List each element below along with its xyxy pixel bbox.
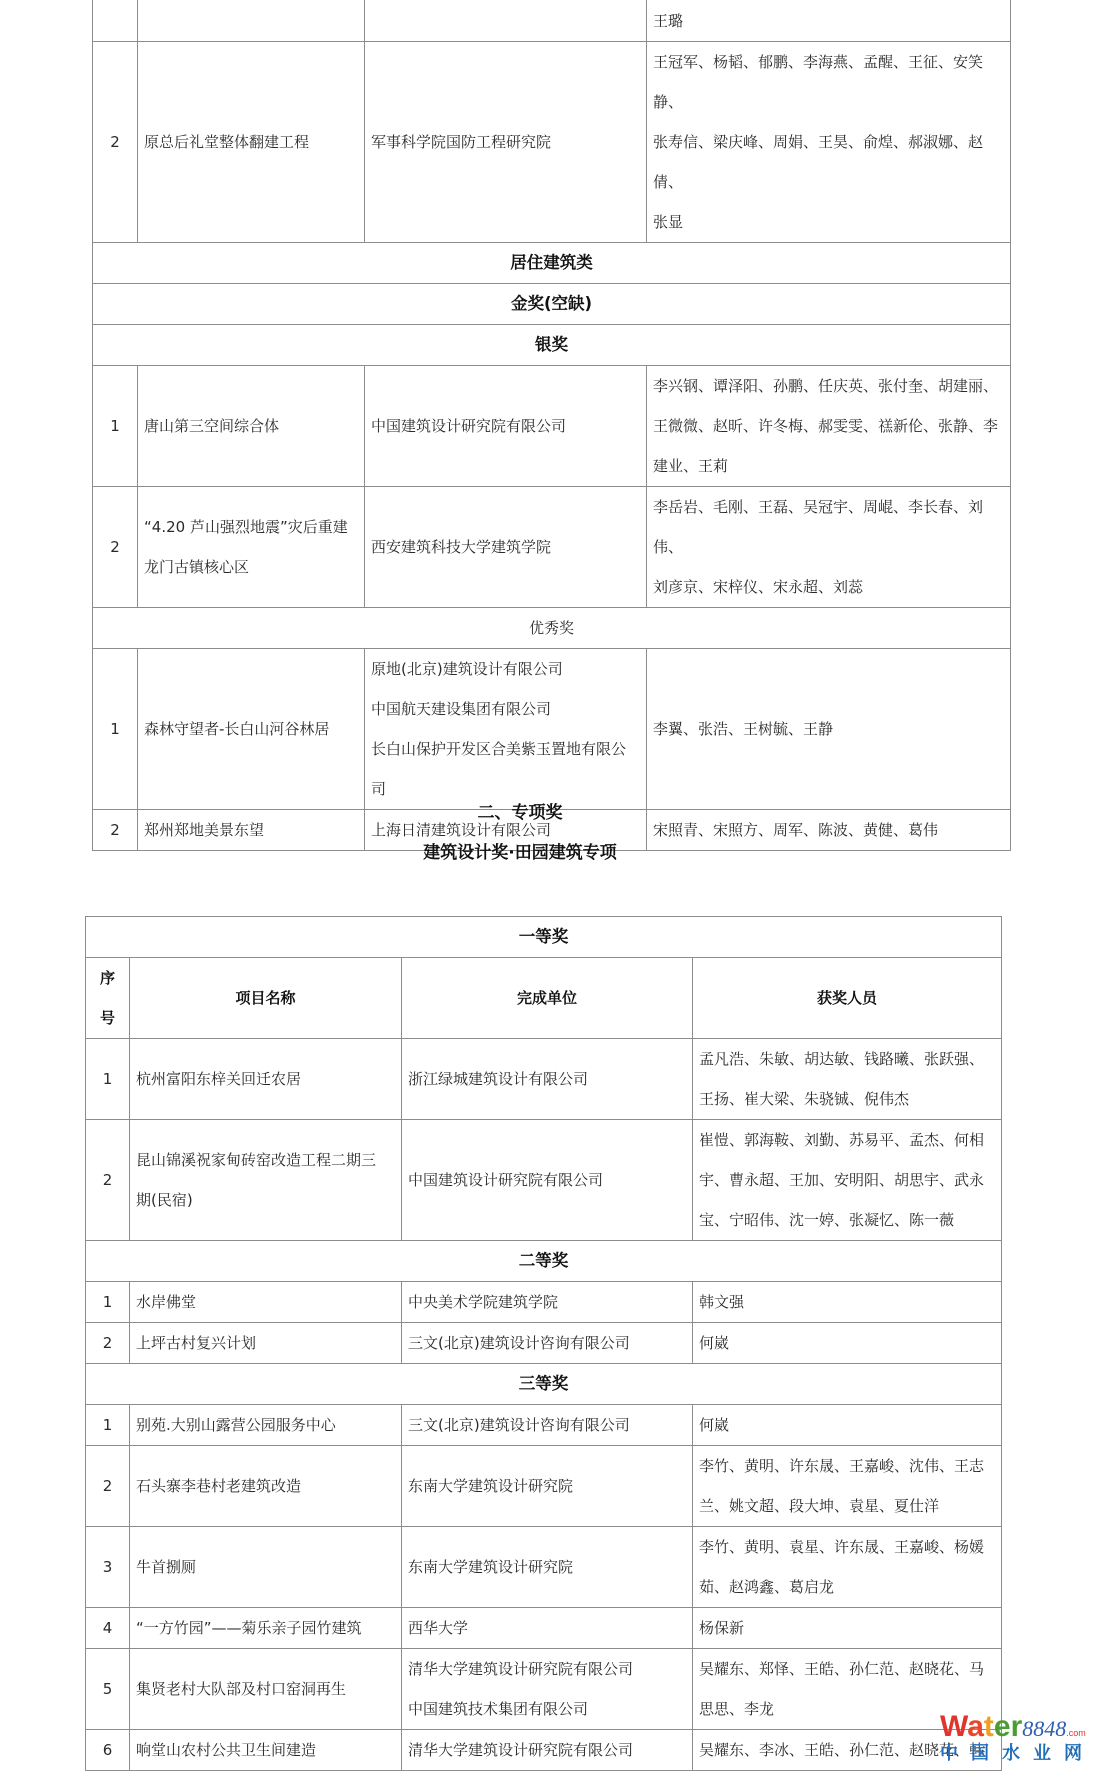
project-name-cell-line: 集贤老村大队部及村口窑洞再生	[136, 1680, 347, 1698]
awardees-cell-line: 兰、姚文超、段大坤、袁星、夏仕洋	[699, 1497, 940, 1515]
row-number: 1	[93, 366, 138, 487]
awardees-cell-line: 思思、李龙	[699, 1700, 775, 1718]
award-level-row	[86, 1241, 1002, 1282]
column-header-project: 项目名称	[130, 958, 402, 1039]
organization-cell	[365, 487, 647, 608]
award-level-row	[93, 325, 1011, 366]
watermark-logo	[940, 1710, 1095, 1772]
organization-cell-line	[371, 0, 640, 1]
organization-cell-line: 中国建筑技术集团有限公司	[408, 1700, 589, 1718]
project-name-cell-line: 牛首捌厕	[136, 1558, 197, 1576]
organization-cell-line: 司	[371, 780, 387, 798]
organization-cell	[365, 649, 647, 810]
project-name-cell-line: 上坪古村复兴计划	[136, 1334, 257, 1352]
organization-cell-line: 中央美术学院建筑学院	[408, 1293, 559, 1311]
awardees-cell-line: 崔愷、郭海鞍、刘勤、苏易平、孟杰、何相	[699, 1131, 985, 1149]
organization-cell-line: 东南大学建筑设计研究院	[408, 1558, 574, 1576]
organization-cell-line: 原地(北京)建筑设计有限公司	[371, 660, 563, 678]
organization-cell	[365, 366, 647, 487]
project-name-cell	[130, 1527, 402, 1608]
table-row	[93, 366, 1011, 487]
project-name-cell-line: 响堂山农村公共卫生间建造	[136, 1741, 317, 1759]
project-name-cell	[130, 1039, 402, 1120]
project-name-cell-line: 水岸佛堂	[136, 1293, 197, 1311]
award-table-rural-architecture	[85, 916, 1002, 1771]
awardees-cell-line: 杨保新	[699, 1619, 745, 1637]
table-row	[93, 649, 1011, 810]
awardees-cell-line: 李翼、张浩、王树毓、王静	[653, 720, 834, 738]
project-name-cell	[130, 1730, 402, 1771]
awardees-cell	[647, 366, 1011, 487]
watermark-letter: t	[983, 1710, 994, 1743]
organization-cell-line: 清华大学建筑设计研究院有限公司	[408, 1660, 634, 1678]
organization-cell	[402, 1730, 693, 1771]
watermark-letter: r	[1010, 1710, 1023, 1743]
table-row	[86, 1527, 1002, 1608]
table-header-row	[86, 958, 1002, 1039]
project-name-cell	[130, 1282, 402, 1323]
project-name-cell	[138, 487, 365, 608]
award-level-label: 居住建筑类	[93, 243, 1011, 284]
watermark-letter: W	[940, 1710, 968, 1743]
row-number: 2	[93, 42, 138, 243]
project-name-cell	[130, 1405, 402, 1446]
awardees-cell-line: 宝、宁昭伟、沈一婷、张凝忆、陈一薇	[699, 1211, 955, 1229]
award-level-label: 一等奖	[86, 917, 1002, 958]
organization-cell-line: 西安建筑科技大学建筑学院	[371, 538, 552, 556]
award-level-label: 三等奖	[86, 1364, 1002, 1405]
column-header-number	[86, 958, 130, 1039]
table-row	[86, 1282, 1002, 1323]
row-number: 6	[86, 1730, 130, 1771]
project-name-cell-line: “4.20 芦山强烈地震”灾后重建	[144, 518, 348, 536]
awardees-cell-line: 王璐	[653, 12, 684, 30]
table-row	[86, 1608, 1002, 1649]
project-name-cell-line: 昆山锦溪祝家甸砖窑改造工程二期三	[136, 1151, 377, 1169]
watermark-subtitle: 中国水业网	[940, 1743, 1095, 1764]
awardees-cell-line: 王冠军、杨韬、郁鹏、李海燕、孟醒、王征、安笑静、	[653, 53, 984, 111]
organization-cell	[402, 1608, 693, 1649]
watermark-number: 8848	[1022, 1716, 1067, 1741]
organization-cell-line: 西华大学	[408, 1619, 469, 1637]
project-name-cell-line: 别苑.大别山露营公园服务中心	[136, 1416, 336, 1434]
row-number: 2	[86, 1120, 130, 1241]
awardees-cell	[693, 1527, 1002, 1608]
project-name-cell-line: 石头寨李巷村老建筑改造	[136, 1477, 302, 1495]
table-row	[93, 487, 1011, 608]
award-level-label: 金奖(空缺)	[93, 284, 1011, 325]
awardees-cell-line: 韩文强	[699, 1293, 745, 1311]
awardees-cell	[693, 1282, 1002, 1323]
table-row	[86, 1039, 1002, 1120]
project-name-cell-line: 唐山第三空间综合体	[144, 417, 280, 435]
watermark-letter: e	[993, 1710, 1011, 1743]
row-number: 5	[86, 1649, 130, 1730]
awardees-cell	[647, 0, 1011, 42]
organization-cell-line: 长白山保护开发区合美紫玉置地有限公	[371, 740, 627, 758]
awardees-cell-line: 王微微、赵昕、许冬梅、郝雯雯、禚新伦、张静、李	[653, 417, 999, 435]
organization-cell-line: 中国建筑设计研究院有限公司	[371, 417, 567, 435]
awardees-cell-line: 张寿信、梁庆峰、周娟、王昊、俞煌、郝淑娜、赵倩、	[653, 133, 984, 191]
organization-cell	[365, 0, 647, 42]
row-number: 2	[93, 810, 138, 851]
awardees-cell-line: 刘彦京、宋梓仪、宋永超、刘蕊	[653, 578, 864, 596]
organization-cell-line: 中国航天建设集团有限公司	[371, 700, 552, 718]
awardees-cell-line: 吴耀东、郑怿、王皓、孙仁范、赵晓花、马	[699, 1660, 985, 1678]
subsection-heading: 建筑设计奖·田园建筑专项	[423, 843, 617, 863]
row-number: 4	[86, 1608, 130, 1649]
organization-cell-line: 上海日清建筑设计有限公司	[371, 821, 552, 839]
award-level-label: 优秀奖	[93, 608, 1011, 649]
organization-cell	[365, 42, 647, 243]
awardees-cell-line: 李兴钢、谭泽阳、孙鹏、任庆英、张付奎、胡建丽、	[653, 377, 999, 395]
table-row	[86, 1120, 1002, 1241]
awardees-cell-line: 建业、王莉	[653, 457, 729, 475]
organization-cell-line: 清华大学建筑设计研究院有限公司	[408, 1741, 634, 1759]
project-name-cell-line: 森林守望者-长白山河谷林居	[144, 720, 330, 738]
awardees-cell-line: 何崴	[699, 1416, 730, 1434]
organization-cell	[402, 1649, 693, 1730]
organization-cell-line: 三文(北京)建筑设计咨询有限公司	[408, 1416, 630, 1434]
row-number: 1	[86, 1282, 130, 1323]
row-number: 3	[86, 1527, 130, 1608]
row-number: 2	[93, 487, 138, 608]
awardees-cell-line: 李岳岩、毛刚、王磊、吴冠宇、周崐、李长春、刘伟、	[653, 498, 984, 556]
row-number: 1	[86, 1405, 130, 1446]
table-row	[86, 1730, 1002, 1771]
table-row	[86, 1446, 1002, 1527]
organization-cell-line: 军事科学院国防工程研究院	[371, 133, 552, 151]
watermark-tld: .com	[1066, 1728, 1086, 1738]
organization-cell	[402, 1527, 693, 1608]
table-row	[93, 0, 1011, 42]
award-level-row	[86, 1364, 1002, 1405]
awardees-cell-line: 王扬、崔大梁、朱骁铖、倪伟杰	[699, 1090, 910, 1108]
award-level-label: 二等奖	[86, 1241, 1002, 1282]
table-row	[86, 1649, 1002, 1730]
awardees-cell	[647, 649, 1011, 810]
row-number: 2	[86, 1323, 130, 1364]
project-name-cell	[130, 1323, 402, 1364]
organization-cell-line: 浙江绿城建筑设计有限公司	[408, 1070, 589, 1088]
project-name-cell-line: 期(民宿)	[136, 1191, 193, 1209]
organization-cell	[402, 1405, 693, 1446]
awardees-cell	[693, 1039, 1002, 1120]
table-row	[86, 1323, 1002, 1364]
row-number: 2	[86, 1446, 130, 1527]
awardees-cell	[693, 1608, 1002, 1649]
project-name-cell-line	[144, 0, 358, 1]
organization-cell-line: 中国建筑设计研究院有限公司	[408, 1171, 604, 1189]
organization-cell-line: 三文(北京)建筑设计咨询有限公司	[408, 1334, 630, 1352]
column-header-number-line: 号	[99, 1009, 115, 1027]
organization-cell	[402, 1120, 693, 1241]
column-header-people: 获奖人员	[693, 958, 1002, 1039]
awardees-cell	[647, 487, 1011, 608]
watermark-brand-letters	[940, 1710, 1023, 1743]
awardees-cell-line: 吴耀东、李冰、王皓、孙仁范、赵晓花、韩	[699, 1741, 985, 1759]
awardees-cell	[693, 1323, 1002, 1364]
award-level-row	[93, 243, 1011, 284]
row-number	[93, 0, 138, 42]
award-level-row	[86, 917, 1002, 958]
project-name-cell-line: “一方竹园”——菊乐亲子园竹建筑	[136, 1619, 362, 1637]
awardees-cell	[647, 42, 1011, 243]
column-header-unit: 完成单位	[402, 958, 693, 1039]
watermark-letter: a	[967, 1710, 984, 1743]
row-number: 1	[86, 1039, 130, 1120]
organization-cell	[402, 1039, 693, 1120]
award-table-architecture	[92, 0, 1011, 851]
project-name-cell	[130, 1649, 402, 1730]
award-level-row	[93, 284, 1011, 325]
project-name-cell-line: 龙门古镇核心区	[144, 558, 250, 576]
project-name-cell	[130, 1608, 402, 1649]
project-name-cell	[138, 42, 365, 243]
organization-cell	[402, 1446, 693, 1527]
award-level-label: 银奖	[93, 325, 1011, 366]
row-number: 1	[93, 649, 138, 810]
awardees-cell	[693, 1446, 1002, 1527]
awardees-cell-line: 李竹、黄明、袁星、许东晟、王嘉峻、杨媛	[699, 1538, 985, 1556]
project-name-cell-line: 杭州富阳东梓关回迁农居	[136, 1070, 302, 1088]
organization-cell-line: 东南大学建筑设计研究院	[408, 1477, 574, 1495]
column-header-number-line: 序	[99, 969, 115, 987]
awardees-cell	[693, 1120, 1002, 1241]
awardees-cell-line: 张显	[653, 213, 684, 231]
project-name-cell-line: 郑州郑地美景东望	[144, 821, 265, 839]
awardees-cell-line: 茹、赵鸿鑫、葛启龙	[699, 1578, 835, 1596]
table-row	[86, 1405, 1002, 1446]
awardees-cell	[693, 1405, 1002, 1446]
awardees-cell-line: 李竹、黄明、许东晟、王嘉峻、沈伟、王志	[699, 1457, 985, 1475]
project-name-cell	[130, 1446, 402, 1527]
awardees-cell-line: 宇、曹永超、王加、安明阳、胡思宇、武永	[699, 1171, 985, 1189]
awardees-cell-line: 宋照青、宋照方、周军、陈波、黄健、葛伟	[653, 821, 939, 839]
project-name-cell	[138, 0, 365, 42]
award-level-row	[93, 608, 1011, 649]
project-name-cell	[138, 649, 365, 810]
organization-cell	[402, 1282, 693, 1323]
awardees-cell-line: 何崴	[699, 1334, 730, 1352]
project-name-cell	[130, 1120, 402, 1241]
organization-cell	[402, 1323, 693, 1364]
section-heading: 二、专项奖	[477, 803, 563, 823]
project-name-cell-line: 原总后礼堂整体翻建工程	[144, 133, 310, 151]
project-name-cell	[138, 366, 365, 487]
table-row	[93, 42, 1011, 243]
awardees-cell-line: 孟凡浩、朱敏、胡达敏、钱路曦、张跃强、	[699, 1050, 985, 1068]
